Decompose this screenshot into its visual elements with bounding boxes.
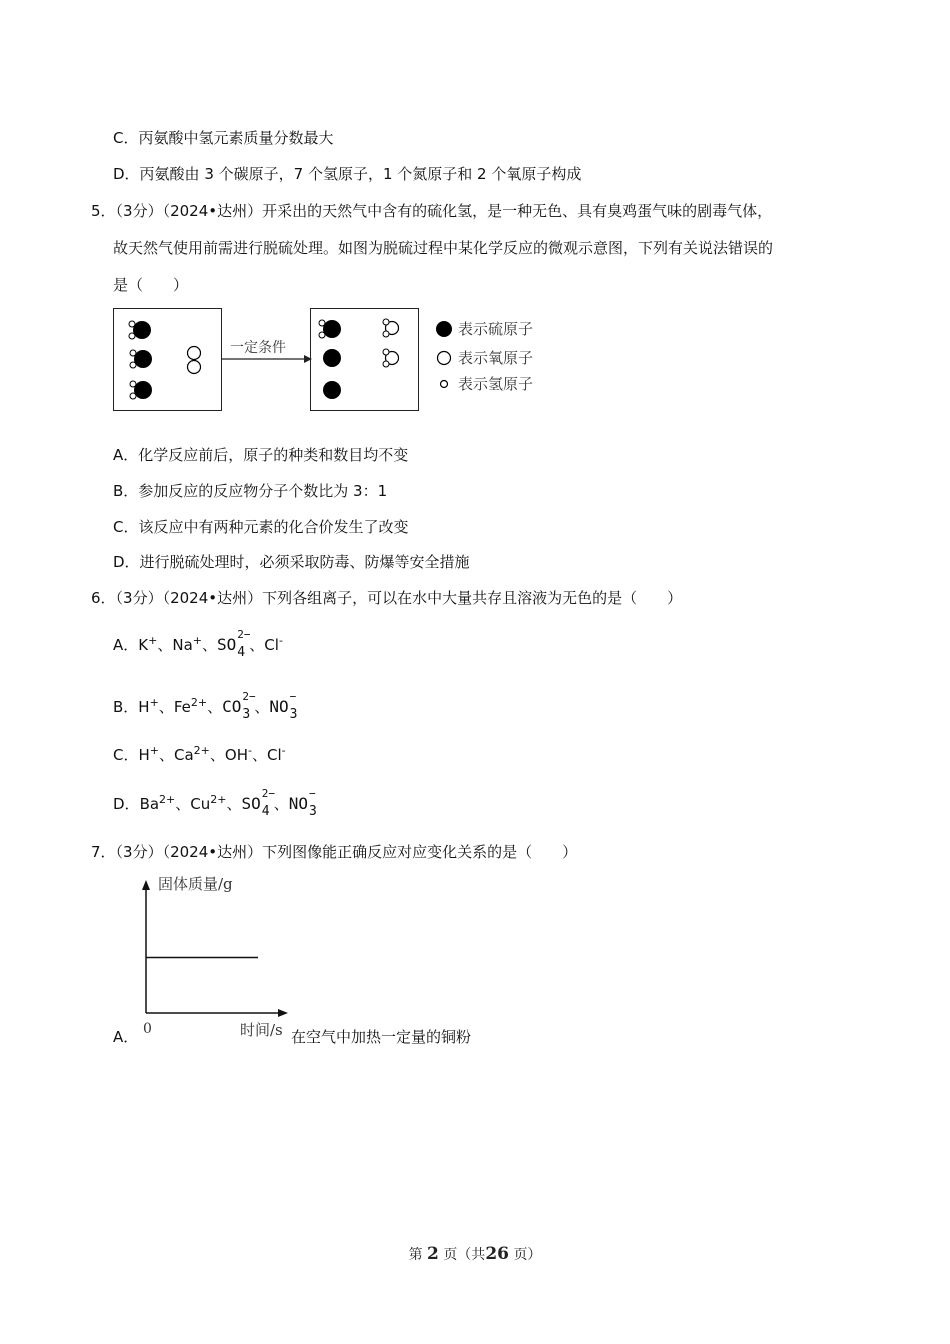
- ion-charge: +: [148, 634, 158, 647]
- ion-cl: Cl: [267, 746, 282, 764]
- legend-oxygen-label: 表示氧原子: [458, 349, 534, 367]
- q7-option-a-text: 在空气中加热一定量的铜粉: [291, 1028, 472, 1046]
- ion-subscript: 3: [309, 803, 317, 819]
- q6-option-a: [113, 629, 283, 661]
- ion-charge: -: [278, 634, 283, 647]
- legend-sulfur-label: 表示硫原子: [458, 320, 534, 338]
- q6-option-d: [113, 788, 321, 820]
- ion-charge: 2−: [242, 689, 256, 703]
- ion-sulfate: SO: [217, 635, 237, 654]
- ion-fe: Fe: [173, 698, 191, 716]
- reaction-diagram: [110, 305, 550, 417]
- sulfur-atom: [323, 349, 341, 367]
- q5-option-d: D．进行脱硫处理时，必须采取防毒、防爆等安全措施: [113, 553, 470, 571]
- ion-charge: -: [248, 744, 252, 757]
- q7-chart-svg: [138, 872, 308, 1042]
- ion-k: K: [138, 636, 149, 654]
- footer-middle: 页（共: [443, 1247, 486, 1263]
- page-footer: [0, 1244, 950, 1264]
- ion-ba: Ba: [139, 795, 160, 813]
- ion-subscript: 3: [242, 706, 251, 722]
- separator: 、: [158, 698, 174, 716]
- legend-hydrogen-label: 表示氢原子: [458, 375, 534, 393]
- q6-stem: 6．（3分）（2024•达州）下列各组离子，可以在水中大量共存且溶液为无色的是（ ）: [91, 589, 683, 607]
- ion-charge: +: [149, 696, 159, 709]
- separator: 、: [175, 795, 191, 813]
- ion-h: H: [138, 698, 150, 716]
- q4-option-c: C．丙氨酸中氢元素质量分数最大: [113, 129, 334, 147]
- ion-charge: -: [281, 744, 286, 757]
- ion-hydroxide: OH: [224, 746, 248, 764]
- q4-option-d: D．丙氨酸由 3 个碳原子，7 个氢原子，1 个氮原子和 2 个氧原子构成: [113, 165, 582, 183]
- sulfur-atom: [323, 381, 341, 399]
- ion-h: H: [138, 746, 150, 764]
- legend-sulfur-symbol: [436, 321, 452, 337]
- arrow-head: [304, 355, 312, 363]
- ion-cl: Cl: [264, 636, 279, 654]
- reaction-condition: 一定条件: [230, 340, 286, 356]
- ion-carbonate: CO: [222, 697, 242, 716]
- o2-molecule: [188, 347, 201, 374]
- separator: 、: [201, 636, 217, 654]
- q7-option-a-label: A．: [113, 1028, 139, 1046]
- ion-subscript: 4: [261, 803, 270, 819]
- x-axis-arrow: [278, 1009, 288, 1017]
- q5-option-c: C．该反应中有两种元素的化合价发生了改变: [113, 518, 409, 536]
- h2s-molecule: [319, 320, 341, 338]
- ion-nitrate: NO: [269, 697, 289, 716]
- ion-subscript: 4: [237, 644, 246, 660]
- y-axis-label: 固体质量/g: [158, 875, 233, 893]
- h2s-molecule: [130, 381, 152, 399]
- ion-charge: 2+: [159, 793, 176, 806]
- h2o-molecule: [383, 349, 399, 367]
- q5-stem-line3: 是（ ）: [113, 276, 189, 294]
- ion-cu: Cu: [190, 795, 211, 813]
- y-axis-arrow: [142, 880, 150, 890]
- q5-option-a: A．化学反应前后，原子的种类和数目均不变: [113, 446, 409, 464]
- ion-charge: 2−: [261, 786, 276, 800]
- ion-subscript: 3: [289, 706, 298, 722]
- ion-charge: 2+: [190, 696, 208, 709]
- separator: 、: [209, 746, 225, 764]
- q5-option-b: B．参加反应的反应物分子个数比为 3：1: [113, 482, 388, 500]
- x-axis-label: 时间/s: [240, 1021, 283, 1039]
- ion-charge: 2+: [193, 744, 210, 757]
- ion-charge: +: [192, 634, 202, 647]
- footer-prefix: 第: [408, 1247, 423, 1263]
- h2o-molecule: [383, 319, 399, 337]
- page-number: 2: [427, 1244, 439, 1264]
- separator: 、: [251, 746, 267, 764]
- footer-suffix: 页）: [513, 1247, 542, 1263]
- h2s-molecule: [130, 350, 152, 368]
- option-label: A．: [113, 636, 139, 654]
- ion-sulfate: SO: [241, 794, 261, 813]
- ion-charge: −: [289, 689, 297, 703]
- q5-stem-line2: 故天然气使用前需进行脱硫处理。如图为脱硫过程中某化学反应的微观示意图，下列有关说法错误的: [113, 239, 774, 257]
- separator: 、: [158, 746, 174, 764]
- separator: 、: [273, 795, 289, 813]
- separator: 、: [157, 636, 173, 654]
- ion-charge: −: [309, 786, 316, 800]
- ion-ca: Ca: [174, 746, 194, 764]
- total-pages: 26: [485, 1244, 509, 1264]
- q7-option-a-chart: [138, 872, 308, 1042]
- separator: 、: [207, 698, 223, 716]
- q6-option-c: [113, 739, 286, 771]
- separator: 、: [254, 698, 270, 716]
- option-label: B．: [113, 698, 139, 716]
- ion-na: Na: [172, 636, 193, 654]
- q5-stem-line1: 5．（3分）（2024•达州）开采出的天然气中含有的硫化氢，是一种无色、具有臭鸡蛋气味的剧毒气体，: [91, 202, 773, 220]
- option-label: C．: [113, 746, 139, 764]
- q7-stem: 7．（3分）（2024•达州）下列图像能正确反应对应变化关系的是（ ）: [91, 843, 578, 861]
- legend-oxygen-symbol: [438, 352, 451, 365]
- ion-charge: 2−: [237, 627, 251, 641]
- separator: 、: [226, 795, 242, 813]
- ion-charge: +: [149, 744, 159, 757]
- separator: 、: [249, 636, 265, 654]
- origin-label: 0: [143, 1021, 152, 1037]
- ion-charge: 2+: [210, 793, 227, 806]
- legend-hydrogen-symbol: [441, 381, 448, 388]
- ion-nitrate: NO: [288, 794, 309, 813]
- option-label: D．: [113, 795, 140, 813]
- h2s-molecule: [129, 321, 151, 339]
- q6-option-b: [113, 691, 302, 723]
